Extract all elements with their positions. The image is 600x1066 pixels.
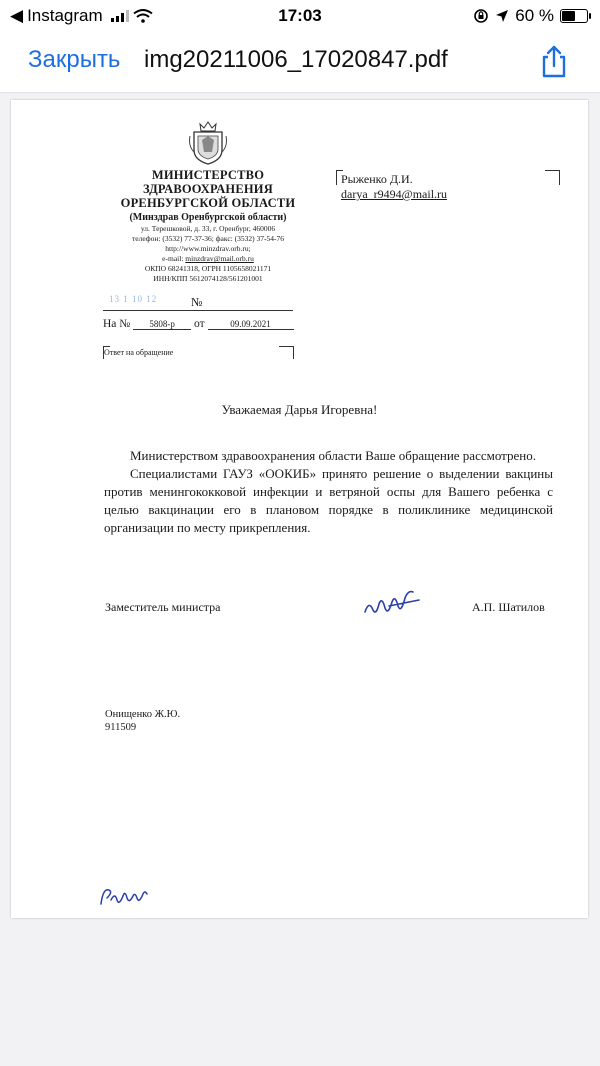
reference-label: На №: [103, 318, 131, 330]
subject-line: Ответ на обращение: [104, 348, 174, 357]
reference-date-label: от: [194, 318, 205, 330]
share-icon: [538, 44, 570, 78]
recipient-block: [341, 172, 447, 202]
executor-name: Онищенко Ж.Ю.: [105, 709, 181, 720]
letter-paragraph-1: Министерством здравоохранения области Ваше обращение рассмотрено.: [130, 448, 536, 463]
executor-phone: 911509: [105, 722, 137, 733]
recipient-corner-right: [545, 170, 560, 185]
pdf-page[interactable]: [11, 100, 588, 918]
reference-number: 5808-р: [133, 319, 191, 330]
subject-corner-right: [279, 346, 294, 359]
handwritten-initials: [97, 882, 151, 910]
navigation-bar: [0, 32, 600, 93]
close-button[interactable]: Закрыть: [28, 46, 121, 73]
ministry-inn: ИНН/КПП 5612074128/561201001: [153, 274, 263, 283]
ministry-okpo: ОКПО 68241318, ОГРН 1105658021171: [144, 264, 272, 273]
document-filename: img20211006_17020847.pdf: [144, 46, 448, 73]
ministry-phone: телефон: (3532) 77-37-36; факс: (3532) 37-54-76: [132, 234, 284, 243]
ministry-title-line2: ЗДРАВООХРАНЕНИЯ: [143, 182, 273, 196]
ministry-email-row: [103, 254, 313, 264]
reference-date: 09.09.2021: [208, 319, 294, 330]
reference-row: [103, 318, 294, 330]
coat-of-arms-icon: [188, 120, 228, 166]
share-button[interactable]: [538, 44, 570, 78]
ministry-title-line1: МИНИСТЕРСТВО: [151, 168, 265, 182]
letter-paragraph-2: Специалистами ГАУЗ «ООКИБ» принято решение о выделении вакцины против менингококковой инфекции и ветряной оспы для Вашего ребенка с целью вакцинации его в плановом порядке в поликлинике медицинской организации по месту прикрепления.: [104, 466, 553, 535]
back-app-label: Instagram: [27, 6, 103, 25]
signer-position: Заместитель министра: [105, 600, 221, 614]
battery-icon: [560, 9, 588, 23]
status-bar: [0, 0, 600, 32]
ministry-short-name: (Минздрав Оренбургской области): [129, 212, 287, 223]
ministry-email[interactable]: minzdrav@mail.orb.ru: [185, 254, 254, 263]
ministry-title-line3: ОРЕНБУРГСКОЙ ОБЛАСТИ: [120, 196, 296, 210]
battery-percent: 60 %: [515, 6, 554, 25]
recipient-email[interactable]: darya_r9494@mail.ru: [341, 187, 448, 201]
ministry-email-label: e-mail:: [162, 254, 184, 263]
letter-greeting: Уважаемая Дарья Игоревна!: [221, 402, 378, 417]
signer-name: А.П. Шатилов: [472, 600, 545, 614]
recipient-name: Рыженко Д.И.: [341, 172, 413, 186]
handwritten-signature: [361, 586, 425, 620]
status-time: 17:03: [278, 6, 322, 25]
letter-body: [104, 447, 553, 537]
executor-block: [105, 708, 180, 734]
registration-stamp: 13 1 10 12: [109, 294, 158, 304]
ministry-address: ул. Терешковой, д. 33, г. Оренбург, 460006: [140, 224, 276, 233]
location-icon: [495, 9, 509, 23]
orientation-lock-icon: [473, 8, 489, 24]
registration-number-label: №: [191, 295, 203, 309]
ministry-header: [103, 120, 313, 284]
back-arrow-icon: ◀: [10, 6, 24, 25]
ministry-website[interactable]: http://www.minzdrav.orb.ru;: [165, 244, 251, 253]
